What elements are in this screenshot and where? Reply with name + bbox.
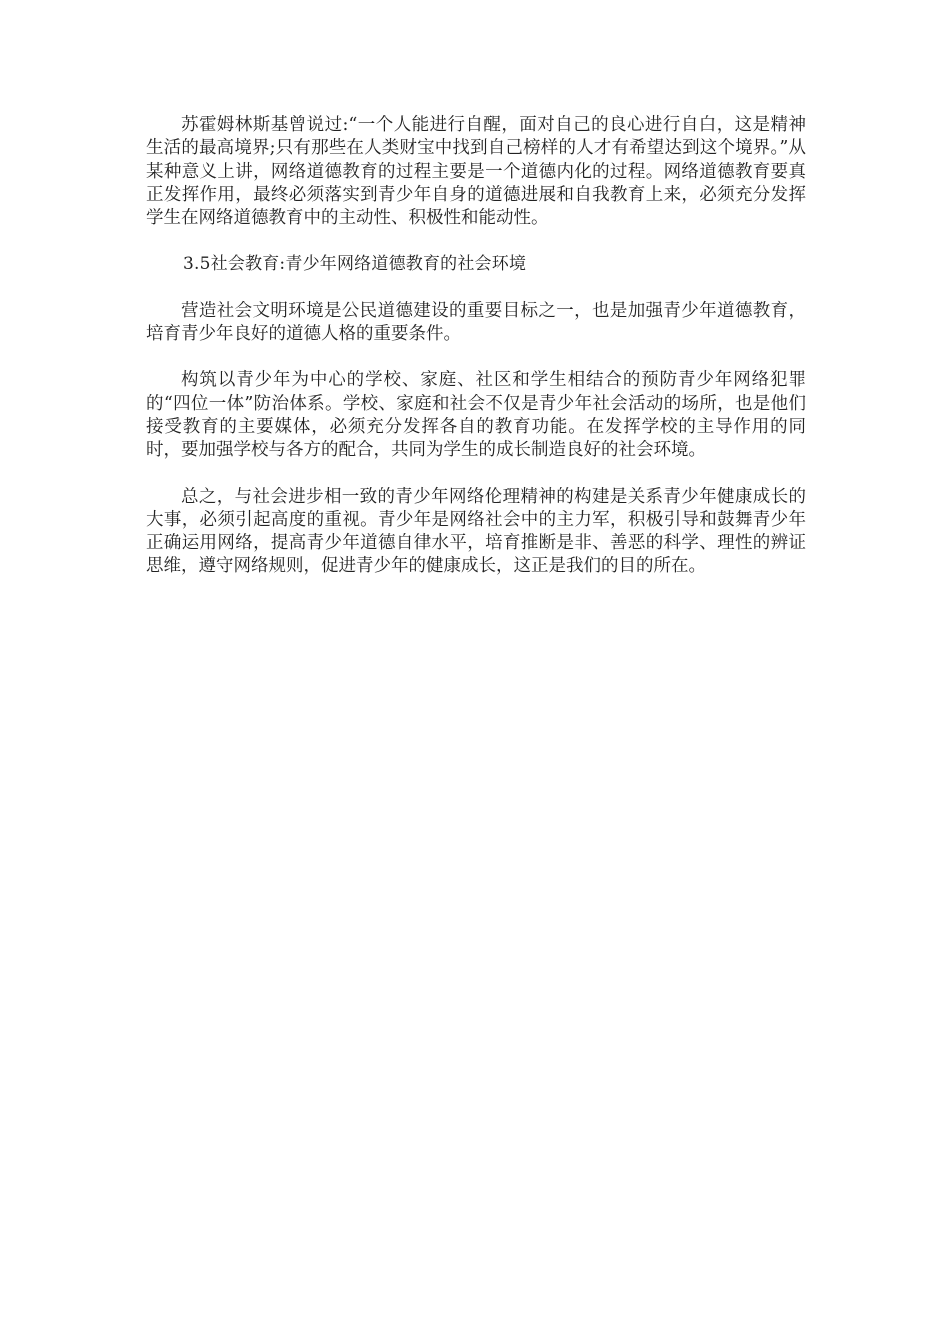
paragraph-social-environment: 营造社会文明环境是公民道德建设的重要目标之一，也是加强青少年道德教育，培育青少年良好的道德人格的重要条件。 bbox=[146, 300, 806, 345]
section-heading: 3.5社会教育:青少年网络道德教育的社会环境 bbox=[183, 254, 527, 275]
paragraph-conclusion: 总之，与社会进步相一致的青少年网络伦理精神的构建是关系青少年健康成长的大事，必须引起高度的重视。青少年是网络社会中的主力军，积极引导和鼓舞青少年正确运用网络，提高青少年道德自律水平，培育推断是非、善恶的科学、理性的辨证思维，遵守网络规则，促进青少年的健康成长，这正是我们的目的所在。 bbox=[146, 486, 806, 577]
paragraph-self-education: 苏霍姆林斯基曾说过:“一个人能进行自醒，面对自己的良心进行自白，这是精神生活的最高境界;只有那些在人类财宝中找到自己榜样的人才有希望达到这个境界。”从某种意义上讲，网络道德教育的过程主要是一个道德内化的过程。网络道德教育要真正发挥作用，最终必须落实到青少年自身的道德进展和自我教育上来，必须充分发挥学生在网络道德教育中的主动性、积极性和能动性。 bbox=[146, 115, 806, 229]
document-body bbox=[146, 114, 806, 602]
paragraph-four-in-one-system: 构筑以青少年为中心的学校、家庭、社区和学生相结合的预防青少年网络犯罪的“四位一体”防治体系。学校、家庭和社会不仅是青少年社会活动的场所，也是他们接受教育的主要媒体，必须充分发挥各自的教育功能。在发挥学校的主导作用的同时，要加强学校与各方的配合，共同为学生的成长制造良好的社会环境。 bbox=[146, 370, 806, 461]
